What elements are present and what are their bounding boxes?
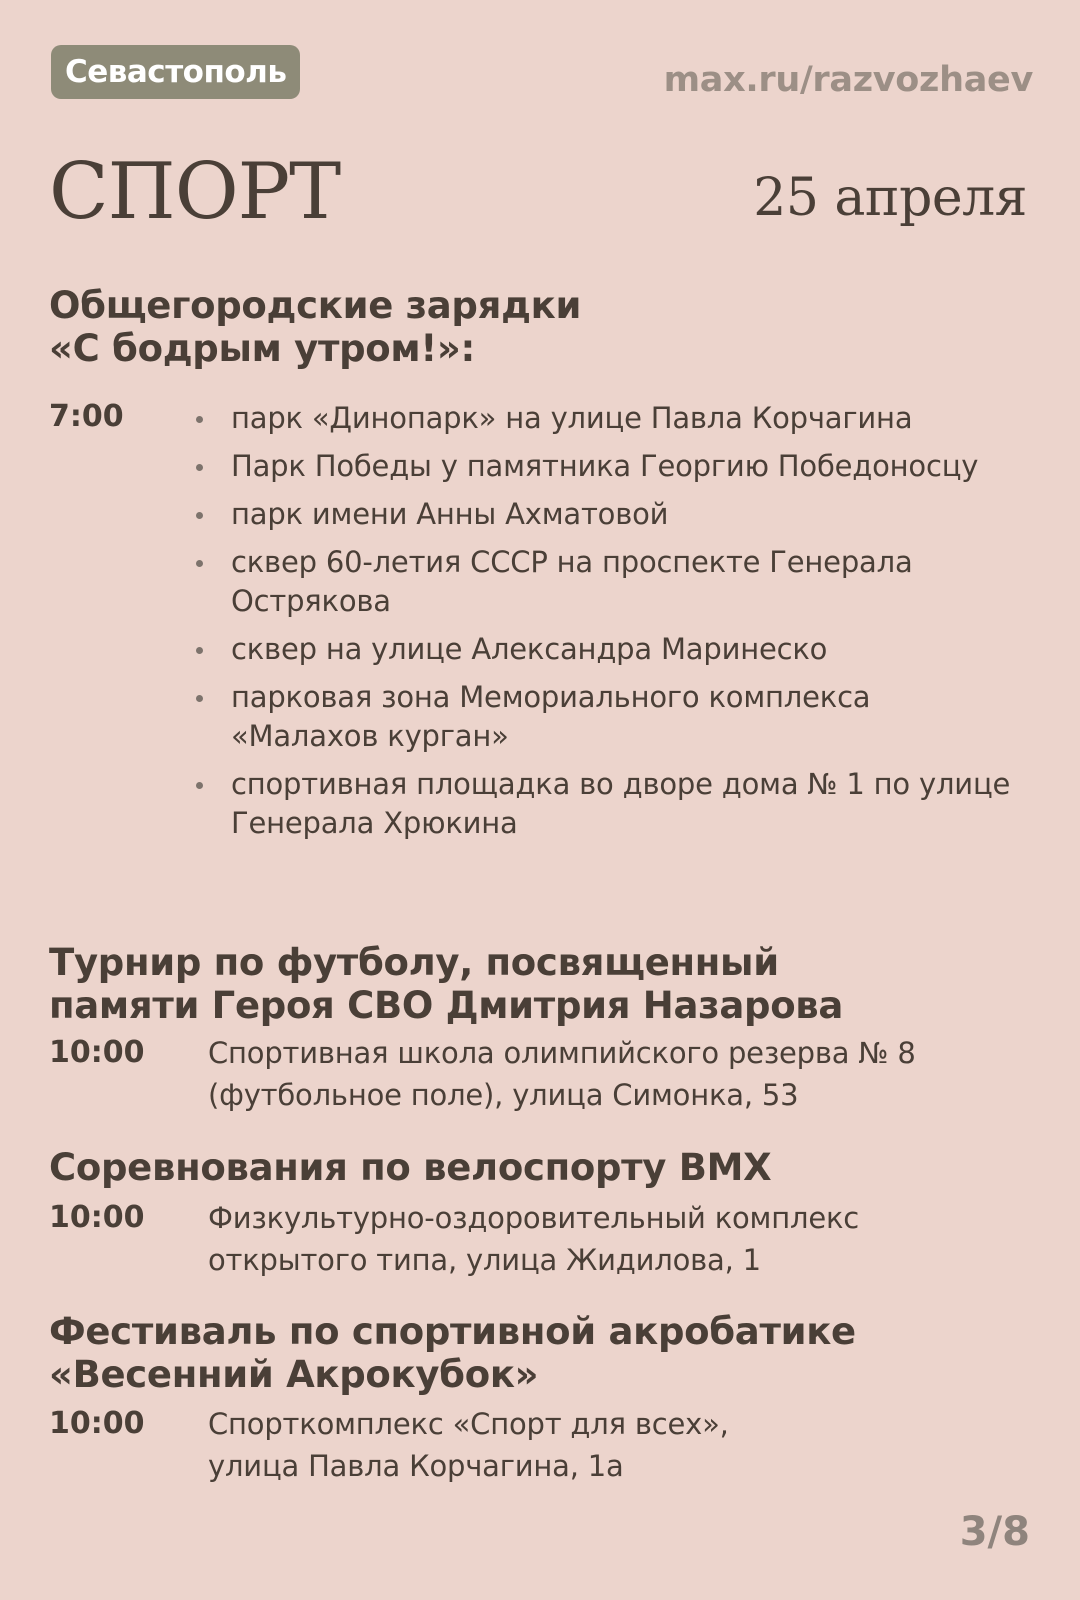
page-date: 25 апреля	[753, 168, 1027, 228]
event-venue	[208, 1032, 1038, 1116]
list-item-text: спортивная площадка во дворе дома № 1 по улице Генерала Хрюкина	[231, 767, 1011, 840]
list-item	[196, 630, 1016, 669]
page-counter: 3/8	[959, 1509, 1030, 1555]
section-title-line: «Весенний Акрокубок»	[49, 1353, 539, 1396]
section-title-line: Общегородские зарядки	[49, 284, 582, 327]
section-title-line: Фестиваль по спортивной акробатике	[49, 1310, 856, 1353]
list-item-text: парк имени Анны Ахматовой	[231, 497, 669, 531]
city-badge: Севастополь	[51, 45, 300, 99]
location-list	[196, 399, 1016, 852]
bullet-icon	[196, 416, 203, 423]
section-title-line: Соревнования по велоспорту BMX	[49, 1146, 772, 1189]
section-title-line: Турнир по футболу, посвященный	[49, 941, 779, 984]
section-title-line: «С бодрым утром!»:	[49, 327, 476, 370]
bullet-icon	[196, 560, 203, 567]
list-item	[196, 447, 1016, 486]
venue-line: Физкультурно-оздоровительный комплекс	[208, 1201, 860, 1235]
event-venue	[208, 1403, 1038, 1487]
event-time: 10:00	[49, 1200, 145, 1235]
bullet-icon	[196, 464, 203, 471]
venue-line: Спортивная школа олимпийского резерва № 8	[208, 1036, 916, 1070]
venue-line: Спорткомплекс «Спорт для всех»,	[208, 1407, 729, 1441]
list-item-text: парковая зона Мемориального комплекса «Малахов курган»	[231, 680, 871, 753]
event-time: 10:00	[49, 1406, 145, 1441]
page-title: СПОРТ	[49, 147, 341, 237]
list-item	[196, 495, 1016, 534]
venue-line: улица Павла Корчагина, 1а	[208, 1449, 624, 1483]
event-venue	[208, 1197, 1038, 1281]
site-link[interactable]: max.ru/razvozhaev	[663, 60, 1033, 100]
bullet-icon	[196, 782, 203, 789]
list-item-text: сквер 60-летия СССР на проспекте Генерала Острякова	[231, 545, 913, 618]
event-time: 7:00	[49, 399, 124, 434]
bullet-icon	[196, 647, 203, 654]
venue-line: (футбольное поле), улица Симонка, 53	[208, 1078, 799, 1112]
section-title-line: памяти Героя СВО Дмитрия Назарова	[49, 984, 844, 1027]
section-title-morning-exercises	[49, 284, 581, 370]
list-item-text: парк «Динопарк» на улице Павла Корчагина	[231, 401, 913, 435]
section-title-bmx	[49, 1146, 771, 1189]
list-item	[196, 765, 1016, 843]
list-item	[196, 678, 1016, 756]
list-item	[196, 399, 1016, 438]
section-title-football	[49, 941, 843, 1027]
section-title-acrobatics	[49, 1310, 856, 1396]
venue-line: открытого типа, улица Жидилова, 1	[208, 1243, 761, 1277]
bullet-icon	[196, 512, 203, 519]
bullet-icon	[196, 695, 203, 702]
event-time: 10:00	[49, 1035, 145, 1070]
list-item	[196, 543, 1016, 621]
list-item-text: Парк Победы у памятника Георгию Победоносцу	[231, 449, 979, 483]
list-item-text: сквер на улице Александра Маринеско	[231, 632, 828, 666]
